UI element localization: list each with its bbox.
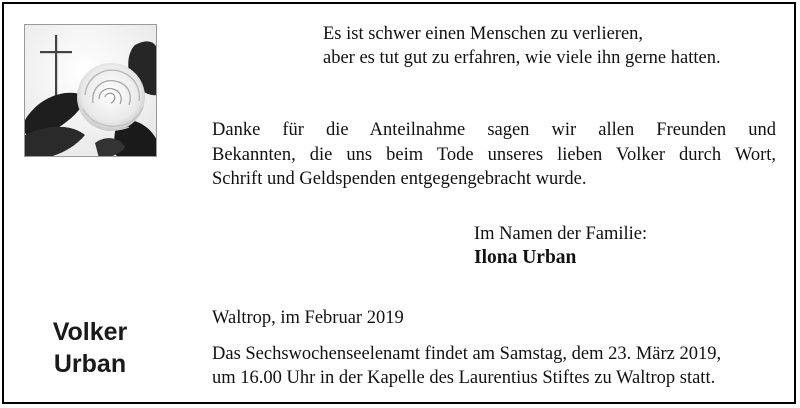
signature-name: Ilona Urban [474,247,577,268]
service-notice [212,342,721,390]
deceased-first-name: Volker [52,318,128,346]
deceased-name [10,316,170,380]
quote-line: aber es tut gut zu erfahren, wie viele ihn gerne hatten. [323,48,721,68]
thanks-line: Schrift und Geldspenden entgegengebracht wurde. [212,169,587,189]
cross-and-rose-image [25,25,157,157]
quote-line: Es ist schwer einen Menschen zu verlieren, [323,24,644,44]
deceased-last-name: Urban [53,350,127,378]
notice-line: Das Sechswochenseelenamt findet am Samstag, dem 23. März 2019, [212,344,722,364]
thanks-line: Bekannten, die uns beim Tode unseres lieben Volker durch Wort, [212,144,776,165]
thanks-paragraph [212,118,776,192]
rose-icon [77,63,145,131]
signature-label: Im Namen der Familie: [474,224,648,244]
thanks-line: Danke für die Anteilnahme sagen wir allen Freunden und [212,120,776,140]
memorial-emblem [24,24,157,157]
notice-line: um 16.00 Uhr in der Kapelle des Laurentius Stiftes zu Waltrop statt. [212,368,716,388]
quote-block [323,22,721,70]
place-date: Waltrop, im Februar 2019 [212,308,404,328]
